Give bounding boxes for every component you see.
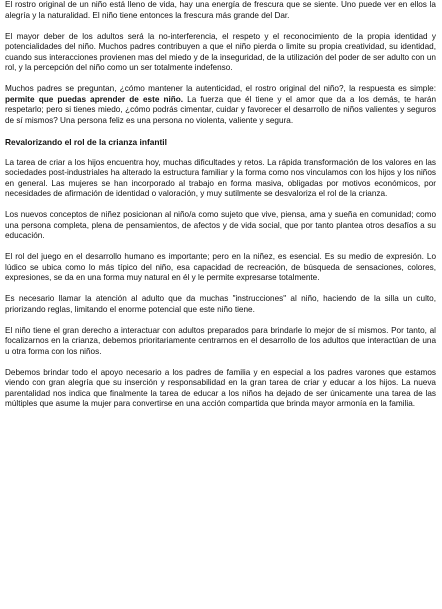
paragraph-play-role: El rol del juego en el desarrollo humano es importante; pero en la niñez, es esencial. Es su medio de expresión. Lo lúdico se ubica como lo más típico del niño, esa capacidad de recreación, de búsqueda de sensaciones, colores, expresiones, se da en una forma muy natural en él y le permite expresarse totalmente. <box>5 252 436 282</box>
paragraph-new-concepts: Los nuevos conceptos de niñez posicionan al niño/a como sujeto que vive, piensa, ama y sueña en comunidad; como una persona completa, plena de pensamientos, de afectos y de vida social, que por tanto plantea otros desafíos a su educación. <box>5 210 436 240</box>
paragraph-adult-duty: El mayor deber de los adultos será la no-interferencia, el respeto y el reconocimiento de la propia identidad y potencialidades del niño. Muchos padres contribuyen a que el niño pierda o limite su propia creatividad, su identidad, cuando sus interacciones provienen mas del miedo y de la inseguridad, de la utilización del poder de ser adulto con un rol, y la percepción del niño como un ser totalmente indefenso. <box>5 31 436 72</box>
paragraph-raising-children: La tarea de criar a los hijos encuentra hoy, muchas dificultades y retos. La rápida transformación de los valores en las sociedades post-industriales ha alterado la estructura familiar y la forma como nos vinculamos con los hijos y los niños en general. Las mujeres se han incorporado al trabajo en forma masiva, obligadas por motivos económicos, por necesidades de afirmación de identidad o valoración, y muy sutilmente se desvaloriza el rol de la crianza. <box>5 157 436 198</box>
paragraph-authenticity-emphasis: permite que puedas aprender de este niño. <box>5 94 184 104</box>
paragraph-instructions: Es necesario llamar la atención al adulto que da muchas "instrucciones" al niño, haciendo de la silla un culto, priorizando reglas, limitando el enorme potencial que este niño tiene. <box>5 294 436 314</box>
paragraph-original-face: El rostro original de un niño está lleno de vida, hay una energía de frescura que se siente. Uno puede ver en ellos la alegría y la naturalidad. El niño tiene entonces la frescura más grande del Dar. <box>5 0 436 20</box>
paragraph-child-rights: El niño tiene el gran derecho a interactuar con adultos preparados para brindarle lo mejor de sí mismos. Por tanto, al focalizarnos en la crianza, debemos prioritariamente centrarnos en el desarrollo de los adultos que interactúan de una u otra forma con los niños. <box>5 325 436 356</box>
section-heading: Revalorizando el rol de la crianza infantil <box>5 136 167 147</box>
paragraph-authenticity <box>5 84 436 126</box>
paragraph-support-parents: Debemos brindar todo el apoyo necesario a los padres de familia y en especial a los padres varones que estamos viendo con gran alegría que su inserción y responsabilidad en la gran tarea de criar y educar a los hijos. La nueva parentalidad nos indica que finalmente la tarea de educar a los niños ha dejado de ser únicamente una tarea de las múltiples que asume la mujer para convertirse en una acción compartida que brinda mayor armonía en la familia. <box>5 367 436 408</box>
paragraph-authenticity-intro: Muchos padres se preguntan, ¿cómo mantener la autenticidad, el rostro original del niño?, la respuesta es simple: <box>5 84 436 93</box>
paragraph-authenticity-rest: La fuerza que él tiene y el amor que da a los demás, te harán respetarlo; pero si tienes miedo, ¿cómo podrás cimentar, cuidar y favorecer el desarrollo de niños valientes y seguros de sí mismos? Una persona feliz es una persona no violenta, valiente y segura. <box>5 94 436 125</box>
